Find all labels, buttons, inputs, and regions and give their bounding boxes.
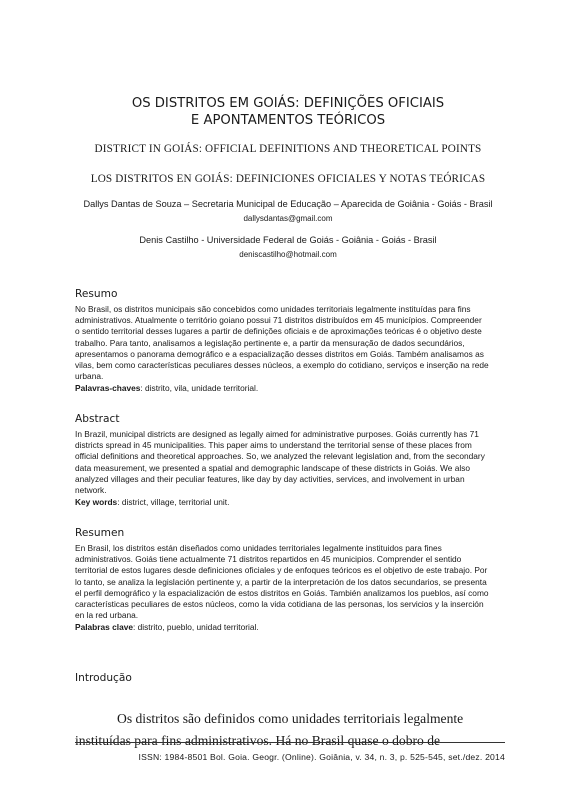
resumo-line: No Brasil, os distritos municipais são concebidos como unidades territoriais legalmente instituídas para fins [75, 304, 471, 314]
title-line-1: OS DISTRITOS EM GOIÁS: DEFINIÇÕES OFICIAIS [131, 96, 445, 111]
introducao-heading: Introdução [75, 672, 132, 684]
abstract-keywords-text: : district, village, territorial unit. [117, 497, 230, 507]
footer-rule [75, 742, 505, 743]
abstract-line: districts spread in 45 municipalities. This paper aims to understand the territorial sense of these places from [75, 440, 472, 451]
resumo-line: trabalho. Para tanto, analisamos a legislação pertinente e, a partir da mensuração de dados secundários, [75, 337, 465, 348]
resumen-line: características peculiares de estos núcleos, como la vida cotidiana de las personas, los servicios y la inserción [75, 599, 484, 610]
title-spanish: LOS DISTRITOS EN GOIÁS: DEFINICIONES OFICIALES Y NOTAS TEÓRICAS [90, 173, 486, 185]
resumen-line: el perfil demográfico y la espacialización de estos distritos en Goiás. También analizamos los pueblos, así como [75, 587, 489, 598]
abstract-line: official definitions and theoretical approaches. So, we analyzed the relevant legislation and, from the secondary [75, 451, 485, 462]
resumo-line: vilas, bem como características peculiares desses núcleos, a exemplo do cotidiano, serviços e inserção na rede [75, 360, 489, 371]
resumo-keywords [75, 383, 505, 394]
resumo-line: apresentamos o panorama demográfico e a espacialização desses distritos em Goiás. Também analisamos as [75, 348, 484, 359]
footer-citation: ISSN: 1984-8501 Bol. Goia. Geogr. (Online). Goiânia, v. 34, n. 3, p. 525-545, set./dez. 2014 [138, 752, 505, 762]
resumo-heading: Resumo [75, 288, 118, 300]
abstract-keywords-label: Key words [75, 497, 118, 507]
abstract-keywords [75, 497, 505, 508]
resumo-body [75, 304, 505, 382]
abstract-line: network. [75, 485, 107, 496]
title-line-2: E APONTAMENTOS TEÓRICOS [190, 113, 386, 128]
introducao-body [75, 708, 505, 752]
introducao-line-2: instituídas para fins administrativos. Há no Brasil quase o dobro de [75, 733, 441, 748]
author-2: Denis Castilho - Universidade Federal de Goiás - Goiânia - Goiás - Brasil [139, 235, 437, 245]
author-2-email: deniscastilho@hotmail.com [239, 250, 337, 259]
resumen-keywords [75, 622, 505, 633]
introducao-line-1: Os distritos são definidos como unidades territoriais legalmente [117, 711, 464, 726]
resumo-keywords-label: Palavras-chaves [75, 383, 141, 393]
resumen-body [75, 543, 505, 621]
abstract-line: In Brazil, municipal districts are designed as legally aimed for administrative purposes. Goiás currently has 71 [75, 429, 479, 439]
resumen-line: territorial de estos lugares desde definiciones oficiales y de enfoques teóricos es el objetivo de este trabajo. Por [75, 565, 488, 576]
author-1-email: dallysdantas@gmail.com [243, 214, 333, 223]
abstract-line: analyzed villages and their peculiar features, like day by day activities, services, and involvement in urban [75, 473, 465, 484]
resumen-keywords-label: Palabras clave [75, 622, 133, 632]
author-1: Dallys Dantas de Souza – Secretaria Municipal de Educação – Aparecida de Goiânia - Goiás - Brasil [83, 199, 493, 209]
title-english: DISTRICT IN GOIÁS: OFFICIAL DEFINITIONS AND THEORETICAL POINTS [94, 143, 482, 155]
resumo-line: urbana. [75, 371, 104, 382]
resumen-line: lo tanto, se analiza la legislación pertinente y, a partir de la interpretación de los datos secundarios, se presenta [75, 576, 487, 587]
resumo-line: o sentido territorial desses lugares a partir de definições oficiais e de aproximações teóricas é o objetivo deste [75, 326, 482, 337]
abstract-body [75, 429, 505, 496]
resumen-keywords-text: : distrito, pueblo, unidad territorial. [133, 622, 259, 632]
resumo-line: administrativos. Atualmente o território goiano possui 71 distritos distribuídos em 45 municípios. Compreender [75, 315, 482, 326]
resumen-line: En Brasil, los distritos están diseñados como unidades territoriales legalmente instituidos para fines [75, 543, 442, 553]
resumen-line: en la red urbana. [75, 610, 139, 621]
abstract-heading: Abstract [75, 413, 120, 425]
resumen-line: administrativos. Goiás tiene actualmente 71 distritos repartidos en 45 municipios. Comprender el sentido [75, 554, 462, 565]
resumo-keywords-text: : distrito, vila, unidade territorial. [140, 383, 259, 393]
abstract-line: data measurement, we presented a spatial and demographic landscape of these districts in Goiás. We also [75, 462, 471, 473]
resumen-heading: Resumen [75, 527, 125, 539]
